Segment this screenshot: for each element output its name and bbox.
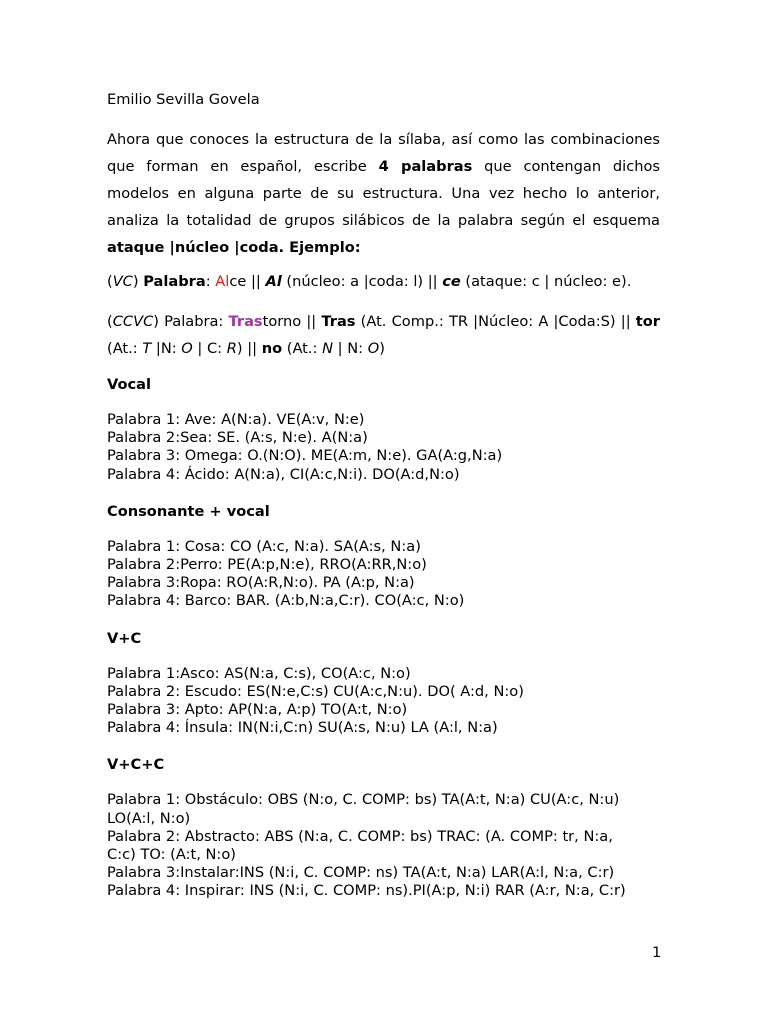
ex1-syllable-1-detail: (núcleo: a |coda: l) ||	[281, 273, 443, 290]
ex2-pattern: CCVC	[112, 313, 154, 330]
line: Palabra 3:Ropa: RO(A:R,N:o). PA (A:p, N:a)	[107, 574, 415, 592]
ex1-open: (	[107, 273, 113, 290]
line: Palabra 2:Sea: SE. (A:s, N:e). A(N:a)	[107, 429, 368, 447]
intro-text-2: que contengan dichos modelos en alguna parte de su estructura. Una vez hecho lo anterior, analiza la totalidad de grupos silábicos de la palabra según el esquema	[107, 158, 661, 229]
line: Palabra 4: Inspirar: INS (N:i, C. COMP: ns).PI(A:p, N:i) RAR (A:r, N:a, C:r)	[107, 882, 626, 900]
section-heading-v-c: V+C	[107, 629, 142, 647]
section-lines-v-c	[107, 665, 660, 738]
section-lines-vocal	[107, 411, 660, 484]
line: Palabra 1: Obstáculo: OBS (N:o, C. COMP: bs) TA(A:t, N:a) CU(A:c, N:u)	[107, 791, 620, 809]
ex2-syllable-1-detail: (At. Comp.: TR |Núcleo: A |Coda:S) ||	[355, 313, 636, 330]
line: C:c) TO: (A:t, N:o)	[107, 846, 236, 864]
line: Palabra 2:Perro: PE(A:p,N:e), RRO(A:RR,N:o)	[107, 556, 427, 574]
line: Palabra 4: Ácido: A(N:a), CI(A:c,N:i). DO(A:d,N:o)	[107, 465, 460, 483]
line: Palabra 1: Ave: A(N:a). VE(A:v, N:e)	[107, 411, 365, 428]
section-heading-vocal: Vocal	[107, 376, 152, 393]
ex2-text-7: | N:	[333, 340, 368, 357]
author-name: Emilio Sevilla Govela	[107, 91, 260, 108]
ex2-value-5: O	[367, 340, 380, 357]
section-heading-v-c-c: V+C+C	[107, 756, 165, 774]
ex2-text-2: (At.:	[107, 340, 143, 357]
ex2-text-8: )	[379, 340, 385, 357]
line: Palabra 4: Ínsula: IN(N:i,C:n) SU(A:s, N:u) LA (A:l, N:a)	[107, 719, 498, 737]
ex2-value-2: O	[181, 340, 193, 357]
section-lines-consonante-vocal	[107, 538, 660, 611]
document-body	[107, 89, 660, 918]
ex2-value-1: T	[142, 340, 152, 357]
ex2-syllable-2: tor	[635, 313, 660, 330]
ex2-text-6: (At.:	[282, 340, 323, 357]
line: Palabra 3:Instalar:INS (N:i, C. COMP: ns) TA(A:t, N:a) LAR(A:l, N:a, C:r)	[107, 864, 615, 882]
ex1-close: )	[132, 273, 144, 290]
intro-bold-1: 4 palabras	[378, 158, 473, 175]
intro-bold-2: ataque |núcleo |coda. Ejemplo:	[107, 239, 361, 256]
intro-paragraph	[107, 126, 660, 261]
ex1-highlight: Al	[215, 273, 230, 290]
section-lines-v-c-c	[107, 791, 660, 900]
ex1-syllable-2: ce	[442, 273, 461, 290]
ex1-syllable-2-detail: (ataque: c | núcleo: e).	[460, 273, 632, 290]
ex2-text-1: ) Palabra:	[153, 313, 229, 330]
line: Palabra 4: Barco: BAR. (A:b,N:a,C:r). CO(A:c, N:o)	[107, 592, 465, 610]
ex2-rest: torno ||	[262, 313, 322, 330]
ex2-text-5: ) ||	[236, 340, 262, 357]
ex2-syllable-3: no	[261, 340, 283, 357]
ex2-text-3: |N:	[151, 340, 182, 357]
ex1-syllable-1: Al	[265, 273, 282, 290]
line: Palabra 3: Apto: AP(N:a, A:p) TO(A:t, N:o)	[107, 701, 408, 719]
line: Palabra 3: Omega: O.(N:O). ME(A:m, N:e). GA(A:g,N:a)	[107, 447, 503, 465]
section-heading-consonante-vocal: Consonante + vocal	[107, 502, 270, 520]
example-ccvc	[107, 308, 660, 362]
line: Palabra 2: Escudo: ES(N:e,C:s) CU(A:c,N:u). DO( A:d, N:o)	[107, 682, 524, 700]
ex2-open: (	[107, 313, 113, 330]
intro-text-1: Ahora que conoces la estructura de la sílaba, así como las combinaciones que forman en español, escribe	[107, 131, 660, 175]
line: Palabra 2: Abstracto: ABS (N:a, C. COMP: bs) TRAC: (A. COMP: tr, N:a,	[107, 827, 613, 845]
example-vc	[107, 271, 660, 293]
ex2-syllable-1: Tras	[321, 313, 356, 330]
ex1-rest: ce ||	[229, 273, 266, 290]
ex2-text-4: | C:	[192, 340, 227, 357]
line: LO(A:l, N:o)	[107, 809, 191, 827]
ex2-value-4: N	[322, 340, 334, 357]
ex1-word-label: Palabra	[143, 273, 206, 290]
line: Palabra 1:Asco: AS(N:a, C:s), CO(A:c, N:o)	[107, 664, 411, 682]
line: Palabra 1: Cosa: CO (A:c, N:a). SA(A:s, N:a)	[107, 537, 421, 555]
ex1-colon: :	[205, 273, 216, 290]
page-number: 1	[652, 944, 662, 961]
ex2-value-3: R	[226, 340, 237, 357]
ex2-highlight: Tras	[228, 313, 263, 330]
ex1-pattern: VC	[112, 273, 133, 290]
